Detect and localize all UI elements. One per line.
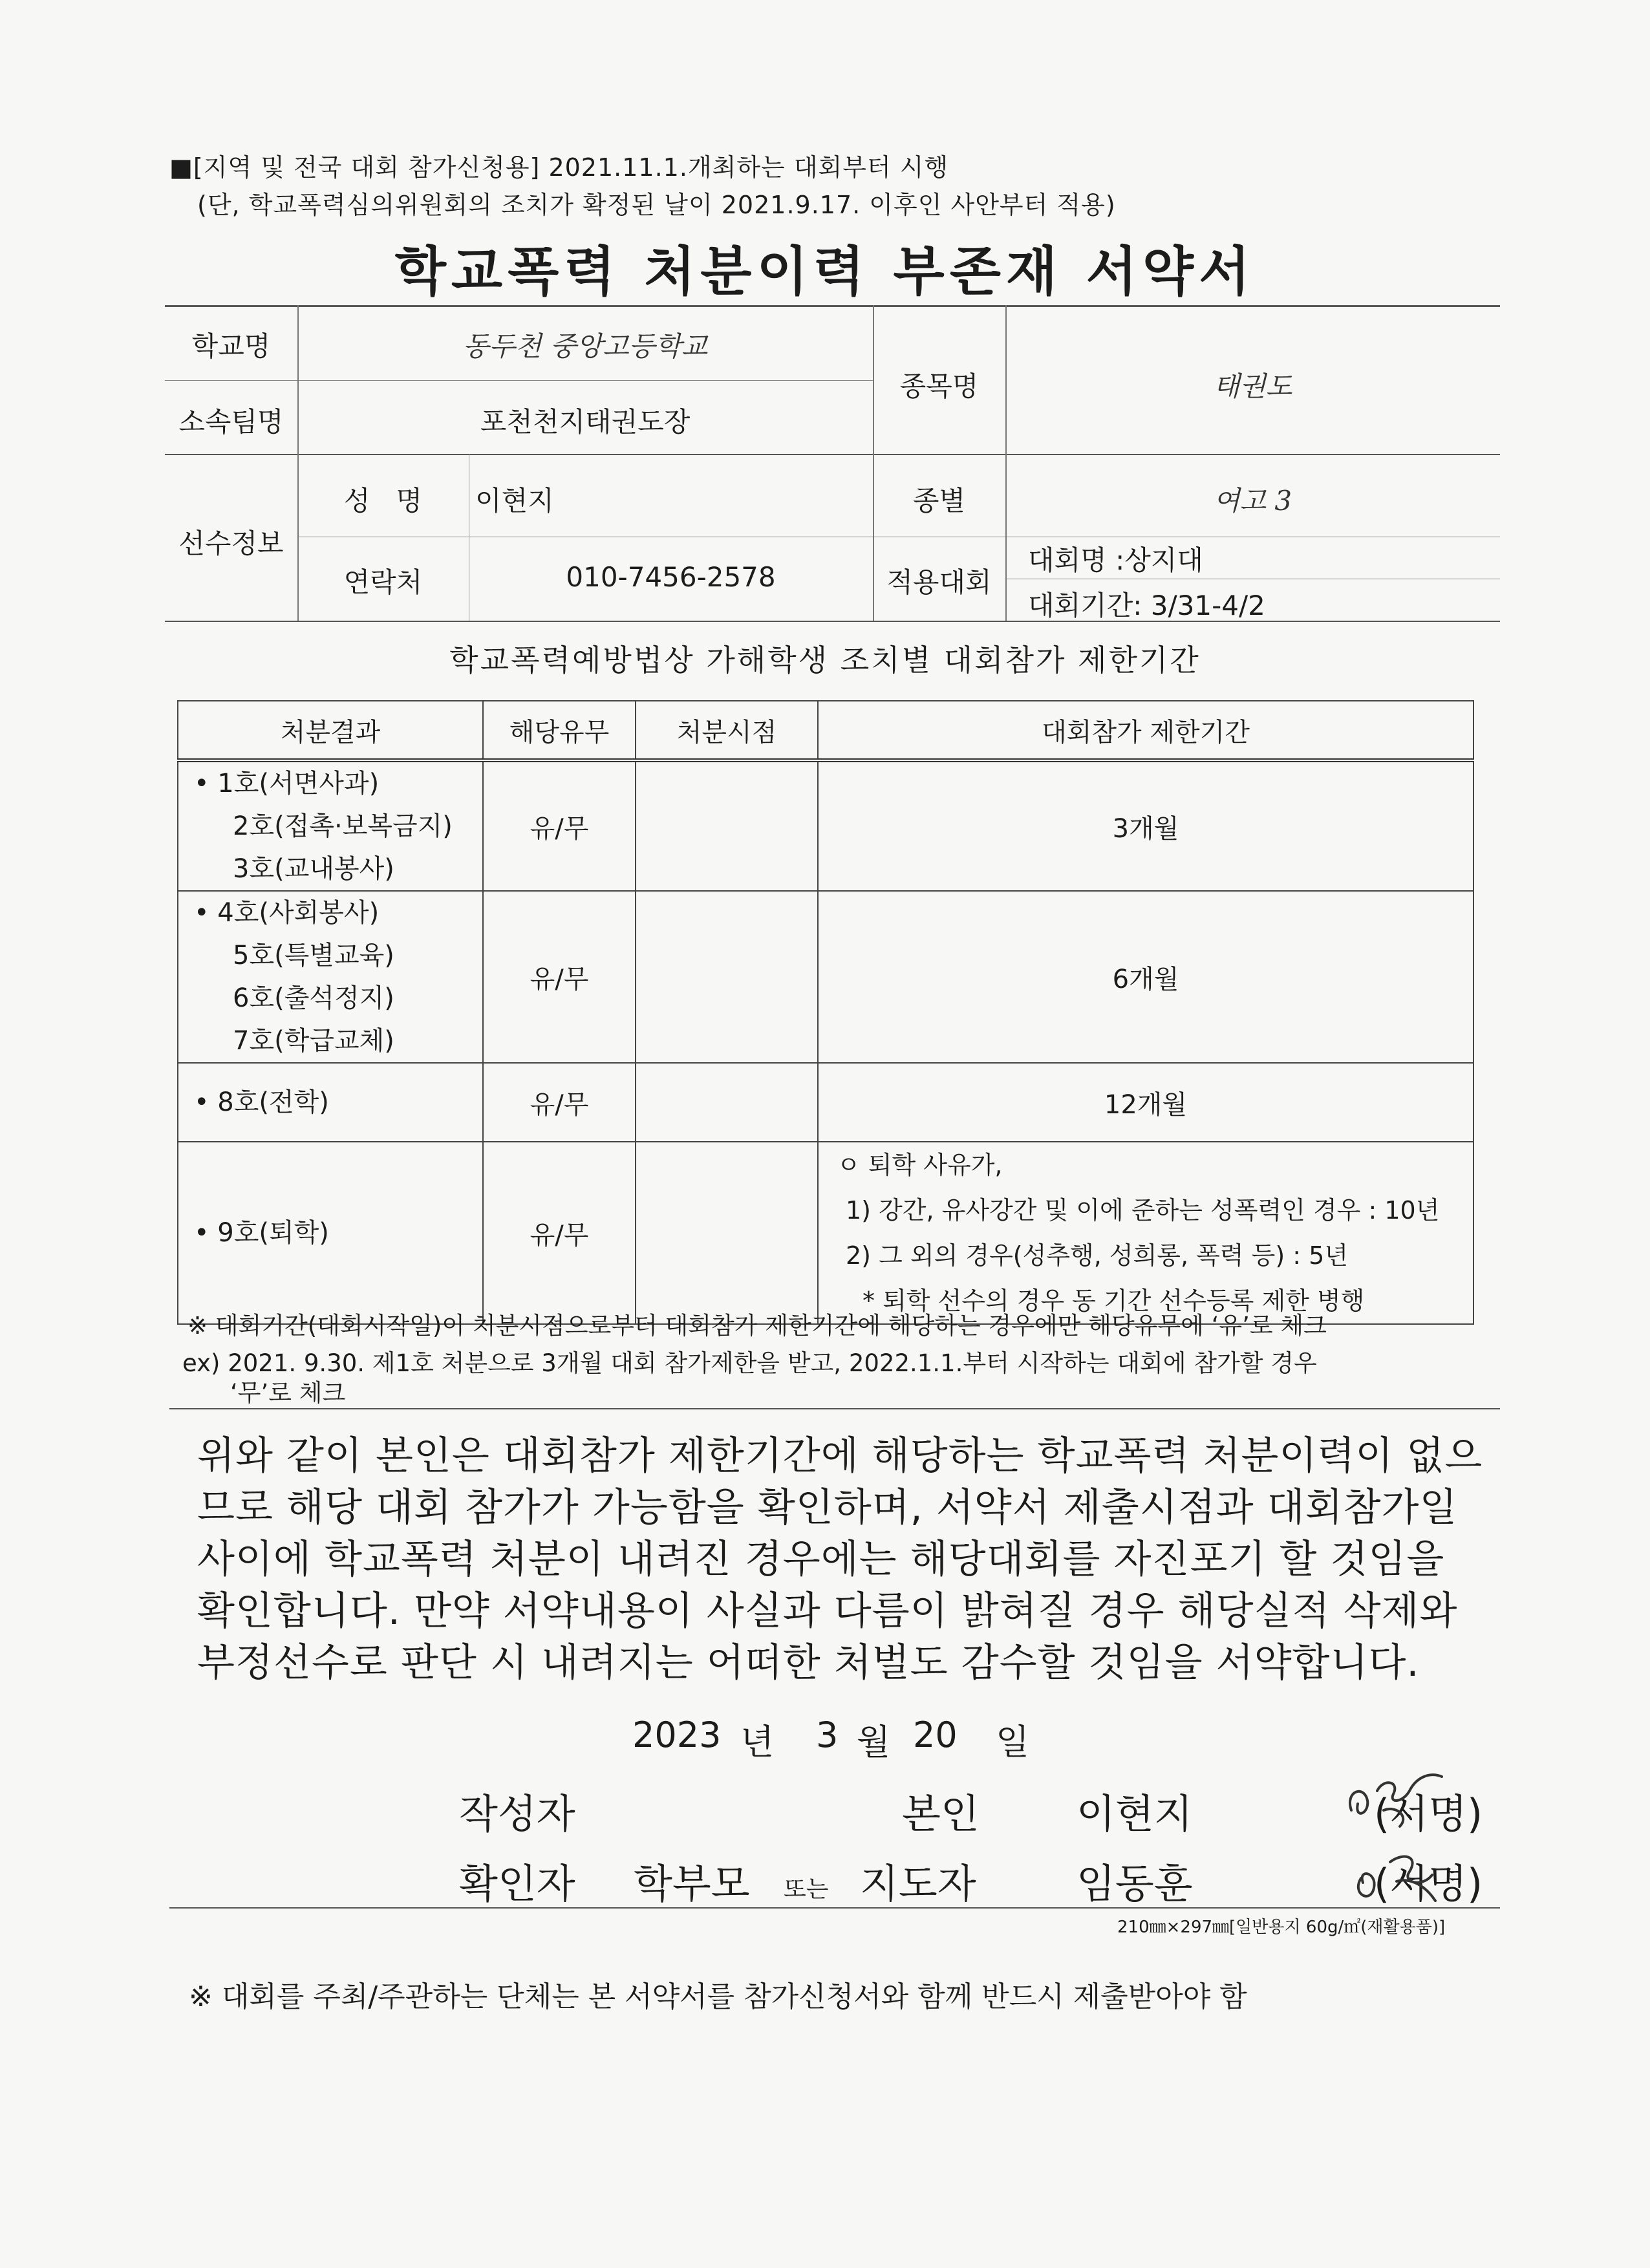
result-item: 2호(접촉·보복금지) xyxy=(233,811,453,841)
confirmer-name: 임동훈 xyxy=(1077,1860,1193,1907)
author-role: 본인 xyxy=(902,1790,980,1837)
competition-name: 대회명 :상지대 xyxy=(1028,544,1203,576)
table-row xyxy=(178,891,1473,1063)
timing-cell xyxy=(636,891,818,1063)
info-bottom-border xyxy=(165,621,1500,622)
confirmer-role-parent: 학부모 xyxy=(634,1860,750,1907)
date-day-unit: 일 xyxy=(996,1722,1030,1762)
timing-cell xyxy=(636,1142,818,1324)
header-line-1: ■[지역 및 전국 대회 참가신청용] 2021.11.1.개최하는 대회부터 시행 xyxy=(169,153,949,182)
restriction-title: 학교폭력예방법상 가해학생 조치별 대회참가 제한기간 xyxy=(449,643,1201,678)
confirmer-role-coach: 지도자 xyxy=(860,1860,976,1907)
result-cell xyxy=(178,1142,483,1324)
applicable-cell: 유/무 xyxy=(483,891,636,1063)
date-month-unit: 월 xyxy=(857,1722,891,1762)
notes-divider xyxy=(169,1408,1500,1409)
info-row-divider-2 xyxy=(165,454,1500,455)
pledge-line: 위와 같이 본인은 대회참가 제한기간에 해당하는 학교폭력 처분이력이 없으 xyxy=(197,1433,1483,1479)
author-name: 이현지 xyxy=(1077,1790,1193,1837)
name-label: 성 명 xyxy=(343,485,423,517)
author-sign-label: (서명) xyxy=(1374,1790,1483,1837)
period-cell: 3개월 xyxy=(818,760,1473,891)
team-value: 포천천지태권도장 xyxy=(480,406,691,438)
timing-cell xyxy=(636,760,818,891)
pledge-line: 사이에 학교폭력 처분이 내려진 경우에는 해당대회를 자진포기 할 것임을 xyxy=(197,1537,1445,1582)
team-label: 소속팀명 xyxy=(178,406,284,438)
table-row xyxy=(178,760,1473,891)
event-label: 종목명 xyxy=(899,370,979,402)
signature-divider xyxy=(169,1907,1500,1909)
table-row xyxy=(178,1142,1473,1324)
document-title: 학교폭력 처분이력 부존재 서약서 xyxy=(394,241,1256,303)
period-cell-expulsion xyxy=(818,1142,1473,1324)
period-cell: 12개월 xyxy=(818,1063,1473,1142)
confirmer-label: 확인자 xyxy=(459,1860,575,1907)
applicable-cell: 유/무 xyxy=(483,1063,636,1142)
result-item: • 9호(퇴학) xyxy=(194,1218,329,1248)
pledge-text xyxy=(197,1430,1483,1689)
expulsion-line: 2) 그 외의 경우(성추행, 성희롱, 폭력 등) : 5년 xyxy=(846,1241,1349,1270)
school-value: 동두천 중앙고등학교 xyxy=(462,330,708,362)
result-item: • 1호(서면사과) xyxy=(194,769,380,798)
col-header-period: 대회참가 제한기간 xyxy=(818,701,1473,760)
table-header-row xyxy=(178,701,1473,760)
author-label: 작성자 xyxy=(459,1790,575,1837)
applicable-cell: 유/무 xyxy=(483,1142,636,1324)
name-value: 이현지 xyxy=(475,485,554,517)
competition-period: 대회기간: 3/31-4/2 xyxy=(1028,590,1265,621)
info-row-divider-1 xyxy=(165,380,873,381)
info-vline-4 xyxy=(1005,305,1007,621)
confirmer-sign-label: (서명) xyxy=(1374,1860,1483,1907)
col-header-timing: 처분시점 xyxy=(636,701,818,760)
date-year: 2023 xyxy=(632,1715,722,1755)
table-row xyxy=(178,1063,1473,1142)
period-cell: 6개월 xyxy=(818,891,1473,1063)
school-label: 학교명 xyxy=(191,330,271,362)
contact-value: 010-7456-2578 xyxy=(566,561,776,593)
timing-cell xyxy=(636,1063,818,1142)
contact-label: 연락처 xyxy=(343,566,423,598)
result-cell xyxy=(178,760,483,891)
result-cell xyxy=(178,1063,483,1142)
header-line-2: (단, 학교폭력심의위원회의 조치가 확정된 날이 2021.9.17. 이후인 사안부터 적용) xyxy=(197,191,1116,219)
result-item: • 8호(전학) xyxy=(194,1087,329,1117)
expulsion-line: ㅇ 퇴학 사유가, xyxy=(837,1151,1003,1179)
pledge-line: 부정선수로 판단 시 내려지는 어떠한 처벌도 감수할 것임을 서약합니다. xyxy=(197,1640,1420,1685)
athlete-info-label: 선수정보 xyxy=(178,528,284,559)
result-item: • 4호(사회봉사) xyxy=(194,898,380,928)
result-item: 7호(학급교체) xyxy=(233,1026,394,1056)
competition-label: 적용대회 xyxy=(886,566,992,598)
category-label: 종별 xyxy=(912,485,966,517)
paper-spec: 210㎜×297㎜[일반용지 60g/㎡(재활용품)] xyxy=(1117,1918,1446,1937)
applicable-cell: 유/무 xyxy=(483,760,636,891)
note-3: ‘무’로 체크 xyxy=(230,1379,346,1407)
author-signature-scribble xyxy=(1338,1765,1455,1836)
note-1: ※ 대회기간(대회시작일)이 처분시점으로부터 대회참가 제한기간에 해당하는 경우에만 해당유무에 ‘유’로 체크 xyxy=(188,1312,1327,1340)
result-item: 3호(교내봉사) xyxy=(233,854,394,884)
result-item: 6호(출석정지) xyxy=(233,983,394,1013)
result-item: 5호(특별교육) xyxy=(233,941,394,970)
confirmer-signature-scribble xyxy=(1345,1843,1455,1914)
expulsion-line: * 퇴학 선수의 경우 동 기간 선수등록 제한 병행 xyxy=(862,1287,1365,1315)
col-header-result: 처분결과 xyxy=(178,701,483,760)
category-value: 여고 3 xyxy=(1213,485,1292,517)
result-cell xyxy=(178,891,483,1063)
col-header-applicable: 해당유무 xyxy=(483,701,636,760)
restriction-table xyxy=(177,700,1474,1325)
event-value: 태권도 xyxy=(1213,370,1292,402)
date-day: 20 xyxy=(913,1715,958,1755)
footer-note: ※ 대회를 주최/주관하는 단체는 본 서약서를 참가신청서와 함께 반드시 제출받아야 함 xyxy=(189,1980,1247,2013)
date-month: 3 xyxy=(816,1715,839,1755)
pledge-line: 확인합니다. 만약 서약내용이 사실과 다름이 밝혀질 경우 해당실적 삭제와 xyxy=(197,1589,1458,1634)
expulsion-line: 1) 강간, 유사강간 및 이에 준하는 성폭력인 경우 : 10년 xyxy=(846,1196,1440,1225)
date-year-unit: 년 xyxy=(740,1722,775,1762)
pledge-line: 므로 해당 대회 참가가 가능함을 확인하며, 서약서 제출시점과 대회참가일 xyxy=(197,1485,1458,1530)
info-top-border xyxy=(165,305,1500,307)
note-2: ex) 2021. 9.30. 제1호 처분으로 3개월 대회 참가제한을 받고, 2022.1.1.부터 시작하는 대회에 참가할 경우 xyxy=(182,1349,1317,1377)
confirmer-or: 또는 xyxy=(784,1876,829,1903)
